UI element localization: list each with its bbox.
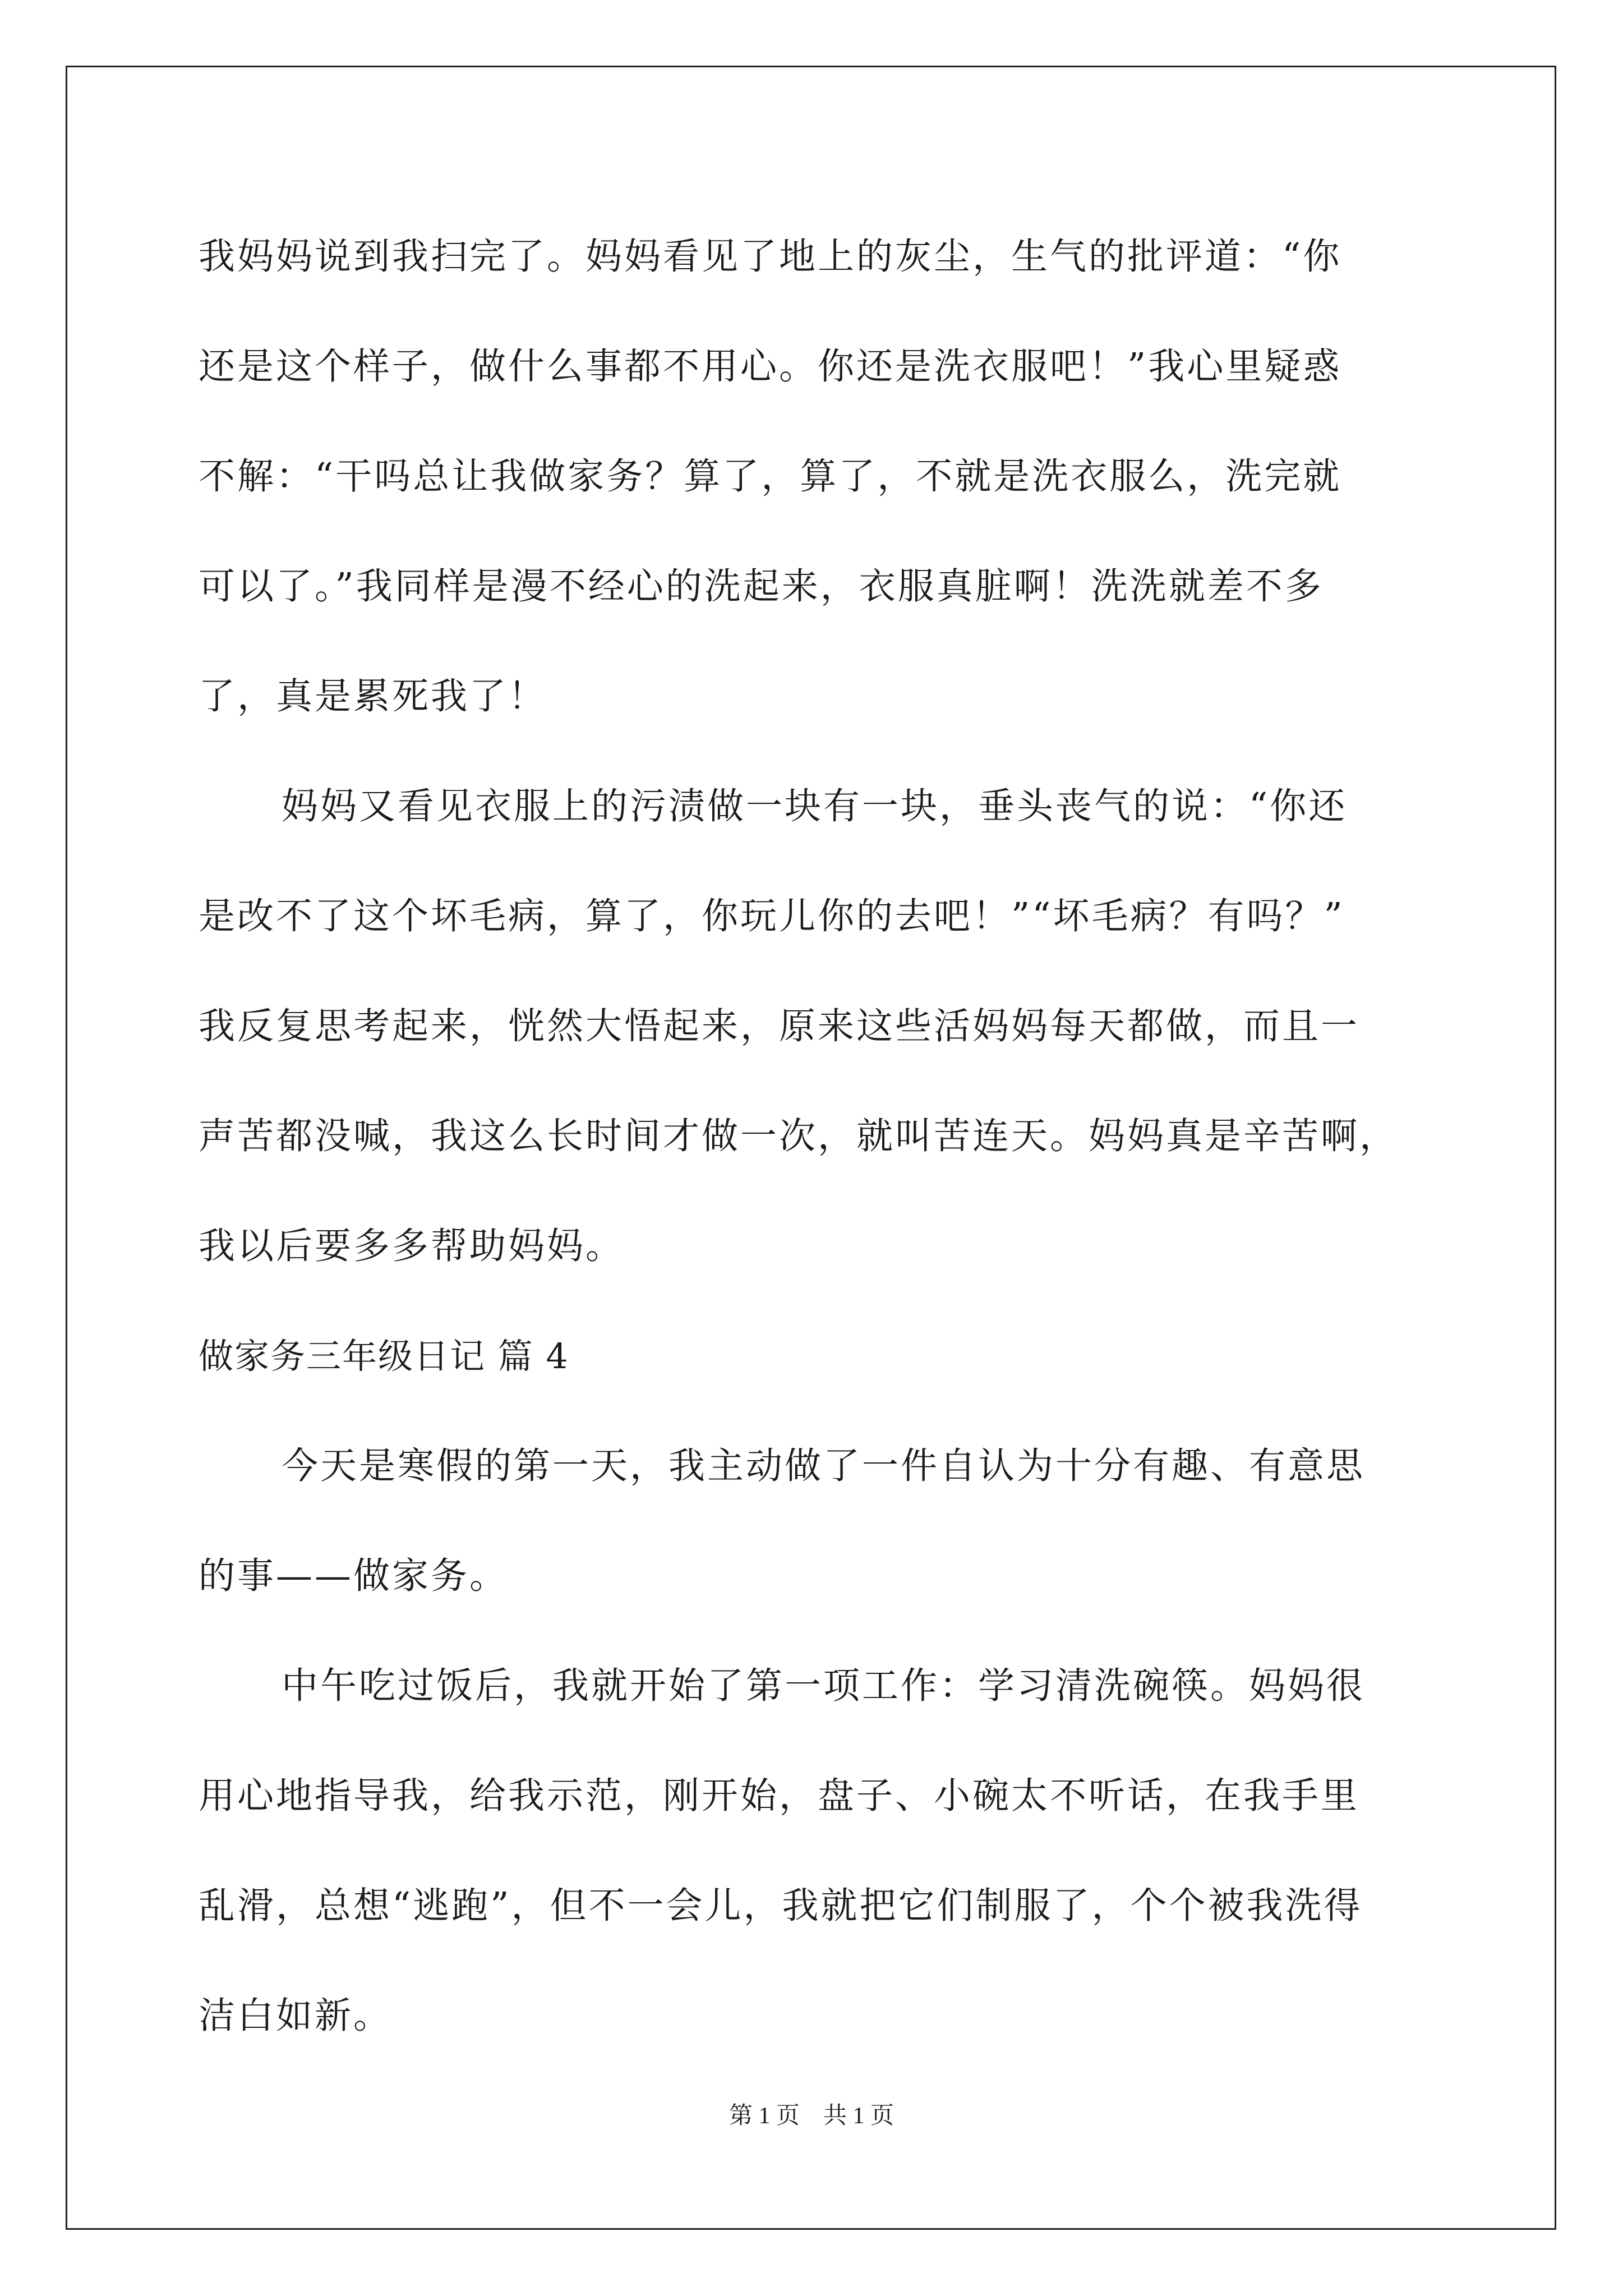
paragraph-line: 我以后要多多帮助妈妈。: [199, 1225, 625, 1267]
paragraph-line: 不解：“干吗总让我做家务？算了，算了，不就是洗衣服么，洗完就: [199, 455, 1342, 498]
paragraph-line: 中午吃过饭后，我就开始了第一项工作：学习清洗碗筷。妈妈很: [282, 1665, 1366, 1707]
paragraph-line: 乱滑，总想“逃跑”，但不一会儿，我就把它们制服了，个个被我洗得: [199, 1885, 1363, 1927]
paragraph-line: 的事——做家务。: [199, 1555, 509, 1597]
paragraph-line: 可以了。”我同样是漫不经心的洗起来，衣服真脏啊！洗洗就差不多: [199, 565, 1324, 608]
paragraph-line: 今天是寒假的第一天，我主动做了一件自认为十分有趣、有意思: [282, 1445, 1366, 1487]
document-body: [199, 202, 1427, 2071]
page-number-footer: 第 1 页 共 1 页: [728, 2103, 894, 2129]
paragraph-line: 用心地指导我，给我示范，刚开始，盘子、小碗太不听话，在我手里: [199, 1775, 1360, 1817]
paragraph-line: 声苦都没喊，我这么长时间才做一次，就叫苦连天。妈妈真是辛苦啊，: [199, 1115, 1399, 1157]
paragraph-line: 洁白如新。: [199, 1995, 393, 2037]
paragraph-line: 妈妈又看见衣服上的污渍做一块有一块，垂头丧气的说：“你还: [282, 785, 1348, 827]
paragraph-line: 我反复思考起来，恍然大悟起来，原来这些活妈妈每天都做，而且一: [199, 1005, 1360, 1047]
section-heading: 做家务三年级日记 篇 4: [199, 1336, 569, 1377]
paragraph-line: 是改不了这个坏毛病，算了，你玩儿你的去吧！”“坏毛病？有吗？”: [199, 895, 1345, 937]
paragraph-line: 了，真是累死我了！: [199, 675, 547, 717]
paragraph-line: 还是这个样子，做什么事都不用心。你还是洗衣服吧！”我心里疑惑: [199, 346, 1342, 388]
paragraph-line: 我妈妈说到我扫完了。妈妈看见了地上的灰尘，生气的批评道：“你: [199, 236, 1342, 278]
